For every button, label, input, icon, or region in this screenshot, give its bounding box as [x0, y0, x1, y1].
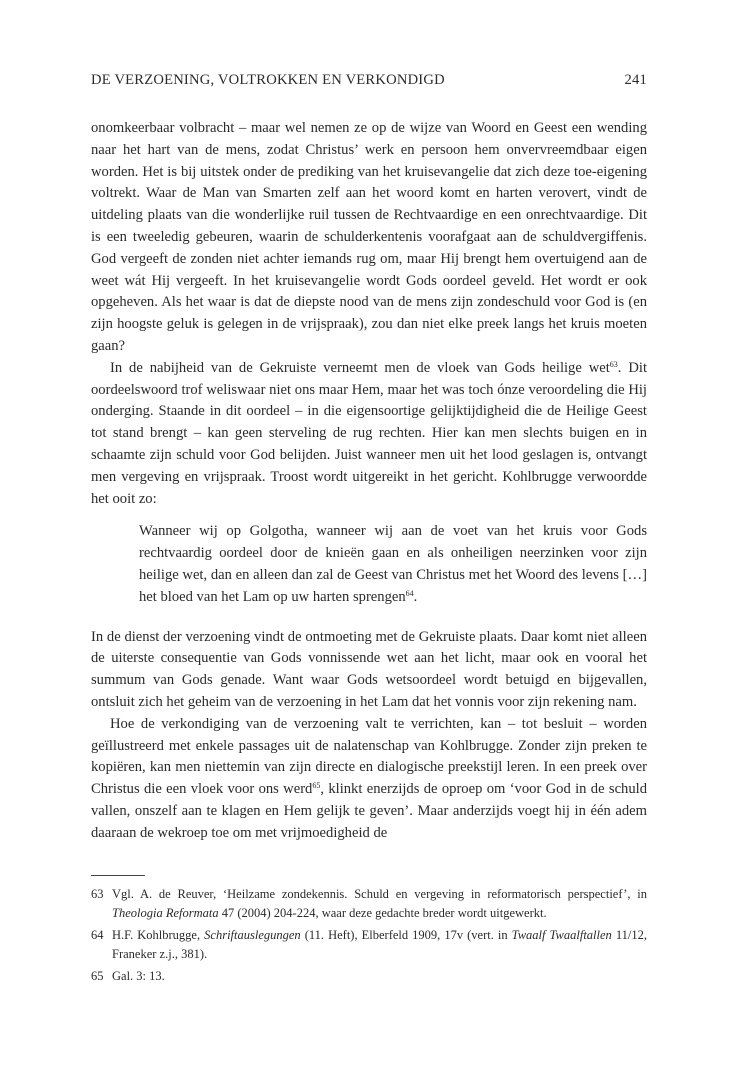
paragraph-2 [91, 358, 647, 511]
footnote-ref-65[interactable]: 65 [312, 781, 321, 791]
paragraph-3: In de dienst der verzoening vindt de ontmoeting met de Gekruiste plaats. Daar komt niet alleen de uiterste consequentie van Gods vonnissende wet aan het licht, maar ook en vooral het summum van Gods genade. Want waar Gods wetsoordeel wordt betuigd en bijgevallen, ontsluit zich het geheim van de verzoening in het Lam dat het vonnis voor zijn rekening nam. [91, 628, 647, 710]
running-header [91, 72, 647, 96]
running-title: DE VERZOENING, VOLTROKKEN EN VERKONDIGD [91, 72, 445, 88]
book-page [91, 72, 647, 989]
paragraph-2-text-b: . Dit oordeelswoord trof weliswaar niet ons maar Hem, maar het was toch ónze veroordeling die Hij onderging. Staande in dit oordeel – in die eigensoortige gelijktijdigheid die de Heilige Geest tot stand brengt – kan geen sterveling de rug rechten. Hier kan men slechts buigen en in schaamte zijn schuld voor God belijden. Juist wanneer men uit het lood geslagen is, ontvangt men vergeving en vrijspraak. Troost wordt uitgereikt in het gericht. Kohlbrugge verwoordde het ooit zo: [91, 359, 647, 507]
paragraph-2-text-a: In de nabijheid van de Gekruiste verneemt men de vloek van Gods heilige wet [110, 359, 610, 376]
footnote-64-book: Schriftauslegungen [204, 927, 301, 942]
paragraph-4-text-a: Hoe de verkondiging van de verzoening valt te verrichten, kan – tot besluit – worden geïllustreerd met enkele passages uit de nalatenschap van Kohlbrugge. Zonder zijn preken te kopiëren, kan men niettemin van zijn directe en dialogische preekstijl leren. In een preek over Christus die een vloek voor ons werd [91, 715, 647, 798]
quote-text-b: . [413, 588, 418, 605]
page-number: 241 [624, 72, 647, 88]
footnote-divider [91, 875, 145, 876]
footnote-65 [91, 967, 647, 986]
footnote-63-text-a: Vgl. A. de Reuver, ‘Heilzame zondekennis. Schuld en vergeving in reformatorisch perspectief’, in [112, 886, 647, 901]
footnote-64-translation: Twaalf Twaalftallen [511, 927, 612, 942]
footnote-text [112, 885, 647, 923]
quote-text-a: Wanneer wij op Golgotha, wanneer wij aan de voet van het kruis voor Gods rechtvaardig oordeel door de knieën gaan en als onheiligen neerzinken voor zijn heilige wet, dan en alleen dan zal de Geest van Christus met het Woord des levens […] het bloed van het Lam op uw harten sprengen [139, 523, 647, 605]
paragraph-1: onomkeerbaar volbracht – maar wel nemen ze op de wijze van Woord en Geest een wending naar het hart van de mens, zodat Christus’ werk en persoon hem onvervreemdbaar eigen worden. Het is bij uitstek onder de prediking van het kruisevangelie dat zich deze toe-eigening voltrekt. Waar de Man van Smarten zelf aan het woord komt en harten verovert, vindt de uitdeling plaats van die wonderlijke ruil tussen de Rechtvaardige en een onrechtvaardige. Dit is een tweeledig gebeuren, waarin de schulderkentenis voorafgaat aan de schuldvergiffenis. God vergeeft de zonden niet achter iemands rug om, maar Hij brengt hem overtuigend aan de weet wát Hij vergeeft. In het kruisevangelie wordt Gods oordeel geveld. Het wordt er ook opgeheven. Als het waar is dat de diepste nood van de mens zijn zondeschuld voor God is (en zijn hoogste geluk is gelegen in de vrijspraak), zou dan niet elke preek langs het kruis moeten gaan? [91, 120, 647, 354]
footnote-64-text-c: 11/12, Franeker z.j., 381). [112, 927, 647, 961]
footnote-63-text-b: 47 (2004) 204-224, waar deze gedachte breder wordt uitgewerkt. [218, 905, 547, 920]
footnote-number: 64 [91, 927, 104, 942]
footnote-number: 65 [91, 968, 104, 983]
footnote-number: 63 [91, 886, 104, 901]
footnote-text [112, 926, 647, 964]
footnote-64-text-a: H.F. Kohlbrugge, [112, 927, 205, 942]
footnote-ref-63[interactable]: 63 [609, 359, 618, 369]
paragraph-4 [91, 714, 647, 845]
footnote-64-text-b: (11. Heft), Elberfeld 1909, 17v (vert. in [300, 927, 512, 942]
footnotes [91, 885, 647, 986]
footnote-63-journal: Theologia Reformata [112, 905, 219, 920]
footnote-ref-64[interactable]: 64 [405, 588, 414, 598]
footnote-text: Gal. 3: 13. [112, 968, 165, 983]
footnote-63 [91, 885, 647, 923]
paragraph-4-text-b: , klinkt enerzijds de oproep om ‘voor God in de schuld vallen, onszelf aan te klagen en Hem gelijk te geven’. Maar anderzijds voegt hij in één adem daaraan de wekroep toe om met vrijmoedigheid de [91, 781, 647, 841]
block-quote [139, 521, 647, 608]
main-text [91, 118, 647, 845]
footnote-64 [91, 926, 647, 964]
